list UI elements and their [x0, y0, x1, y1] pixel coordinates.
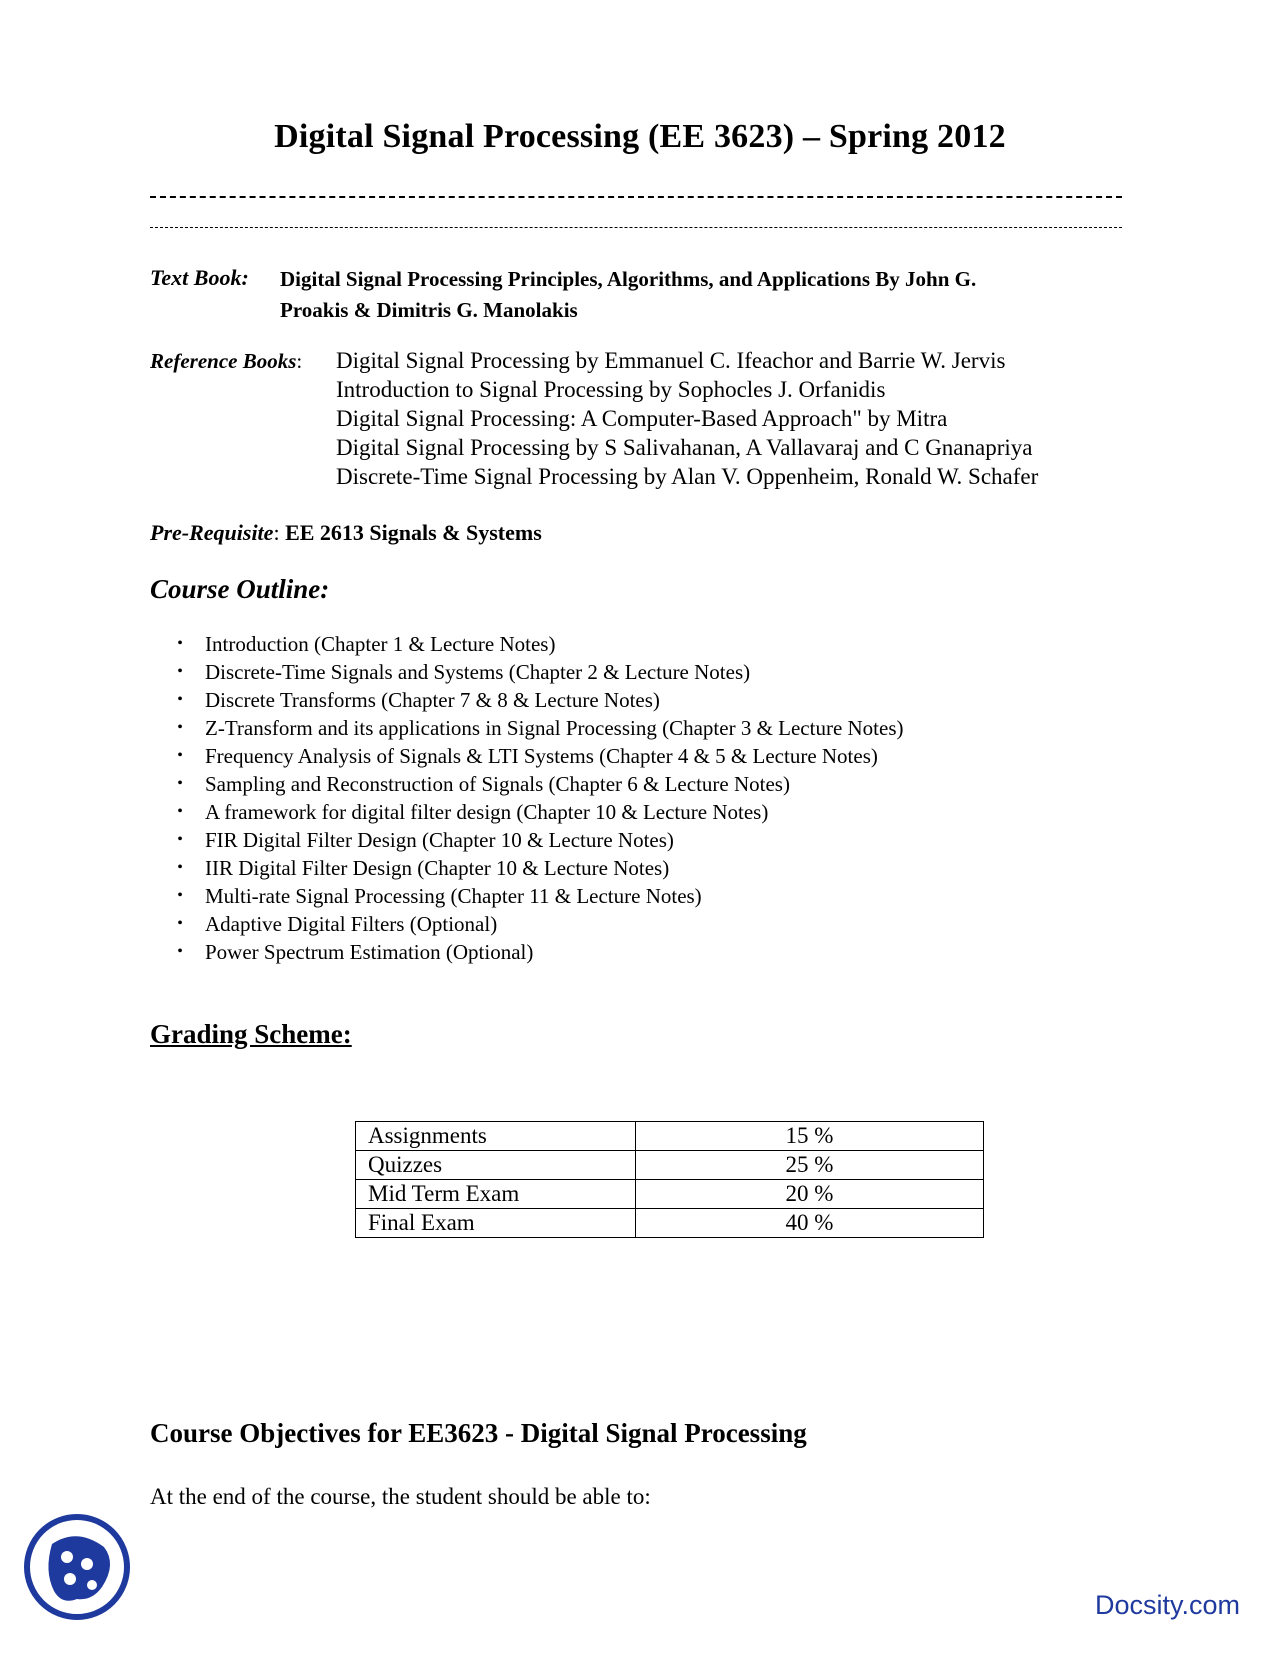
reference-books-label	[150, 347, 302, 375]
bullet-icon: •	[177, 691, 183, 708]
grade-item: Assignments	[356, 1122, 636, 1151]
outline-item	[170, 910, 904, 938]
document-title: Digital Signal Processing (EE 3623) – Spring 2012	[274, 118, 1006, 155]
outline-item	[170, 658, 904, 686]
reference-book: Digital Signal Processing by S Salivahanan, A Vallavaraj and C Gnanapriya	[336, 435, 1033, 460]
bullet-icon: •	[177, 663, 183, 680]
course-outline-heading: Course Outline:	[150, 574, 330, 604]
docsity-logo-graphic	[22, 1509, 132, 1624]
textbook-line-1: Digital Signal Processing Principles, Algorithms, and Applications By John G.	[280, 267, 977, 291]
outline-item	[170, 938, 904, 966]
bullet-icon: •	[177, 635, 183, 652]
prerequisite-value: EE 2613 Signals & Systems	[285, 520, 542, 545]
outline-item	[170, 826, 904, 854]
outline-item	[170, 882, 904, 910]
outline-item	[170, 854, 904, 882]
prerequisite-colon: :	[273, 520, 286, 545]
table-row	[356, 1209, 984, 1238]
outline-item-text: Sampling and Reconstruction of Signals (Chapter 6 & Lecture Notes)	[205, 772, 790, 796]
outline-item	[170, 770, 904, 798]
outline-item-text: Power Spectrum Estimation (Optional)	[205, 940, 534, 964]
grade-item: Quizzes	[356, 1151, 636, 1180]
grade-item: Mid Term Exam	[356, 1180, 636, 1209]
table-row	[356, 1180, 984, 1209]
prerequisite-label: Pre-Requisite	[150, 520, 274, 545]
bullet-icon: •	[177, 943, 183, 960]
bullet-icon: •	[177, 887, 183, 904]
grading-table	[355, 1121, 984, 1238]
bullet-icon: •	[177, 803, 183, 820]
textbook-label: Text Book:	[150, 265, 249, 290]
divider-thin	[150, 227, 1122, 228]
outline-item-text: Discrete Transforms (Chapter 7 & 8 & Lecture Notes)	[205, 688, 660, 712]
bullet-icon: •	[177, 915, 183, 932]
outline-item-text: Z-Transform and its applications in Signal Processing (Chapter 3 & Lecture Notes)	[205, 716, 904, 740]
outline-item	[170, 630, 904, 658]
table-row	[356, 1151, 984, 1180]
divider-bold	[150, 196, 1122, 198]
outline-item-text: Adaptive Digital Filters (Optional)	[205, 912, 498, 936]
outline-item	[170, 798, 904, 826]
grade-weight: 40 %	[636, 1209, 984, 1238]
outline-item-text: FIR Digital Filter Design (Chapter 10 & Lecture Notes)	[205, 828, 674, 852]
reference-books-list	[336, 346, 1038, 491]
outline-item-text: Discrete-Time Signals and Systems (Chapter 2 & Lecture Notes)	[205, 660, 751, 684]
reference-book: Discrete-Time Signal Processing by Alan V. Oppenheim, Ronald W. Schafer	[336, 464, 1039, 489]
prerequisite	[150, 519, 542, 547]
outline-item	[170, 686, 904, 714]
grade-weight: 15 %	[636, 1122, 984, 1151]
course-outline-list	[170, 630, 904, 966]
grading-scheme-heading: Grading Scheme:	[150, 1019, 352, 1049]
bullet-icon: •	[177, 719, 183, 736]
grade-weight: 25 %	[636, 1151, 984, 1180]
reference-books-label-text: Reference Books	[150, 349, 297, 373]
reference-book: Digital Signal Processing: A Computer-Based Approach" by Mitra	[336, 406, 948, 431]
outline-item-text: Frequency Analysis of Signals & LTI Systems (Chapter 4 & 5 & Lecture Notes)	[205, 744, 878, 768]
outline-item-text: IIR Digital Filter Design (Chapter 10 & Lecture Notes)	[205, 856, 670, 880]
bullet-icon: •	[177, 859, 183, 876]
outline-item-text: Multi-rate Signal Processing (Chapter 11 & Lecture Notes)	[205, 884, 702, 908]
course-objectives-heading: Course Objectives for EE3623 - Digital Signal Processing	[150, 1418, 807, 1448]
outline-item	[170, 714, 904, 742]
reference-book: Digital Signal Processing by Emmanuel C. Ifeachor and Barrie W. Jervis	[336, 348, 1006, 373]
textbook-line-2: Proakis & Dimitris G. Manolakis	[280, 298, 578, 322]
grade-item: Final Exam	[356, 1209, 636, 1238]
table-row	[356, 1122, 984, 1151]
docsity-wordmark[interactable]: Docsity.com	[1095, 1590, 1241, 1620]
reference-books-colon: :	[296, 349, 303, 373]
outline-item-text: Introduction (Chapter 1 & Lecture Notes)	[205, 632, 556, 656]
bullet-icon: •	[177, 775, 183, 792]
outline-item	[170, 742, 904, 770]
docsity-logo-icon[interactable]	[22, 1509, 132, 1624]
course-objectives-intro: At the end of the course, the student should be able to:	[150, 1484, 651, 1509]
outline-item-text: A framework for digital filter design (Chapter 10 & Lecture Notes)	[205, 800, 769, 824]
bullet-icon: •	[177, 831, 183, 848]
reference-book: Introduction to Signal Processing by Sophocles J. Orfanidis	[336, 377, 886, 402]
bullet-icon: •	[177, 747, 183, 764]
grade-weight: 20 %	[636, 1180, 984, 1209]
